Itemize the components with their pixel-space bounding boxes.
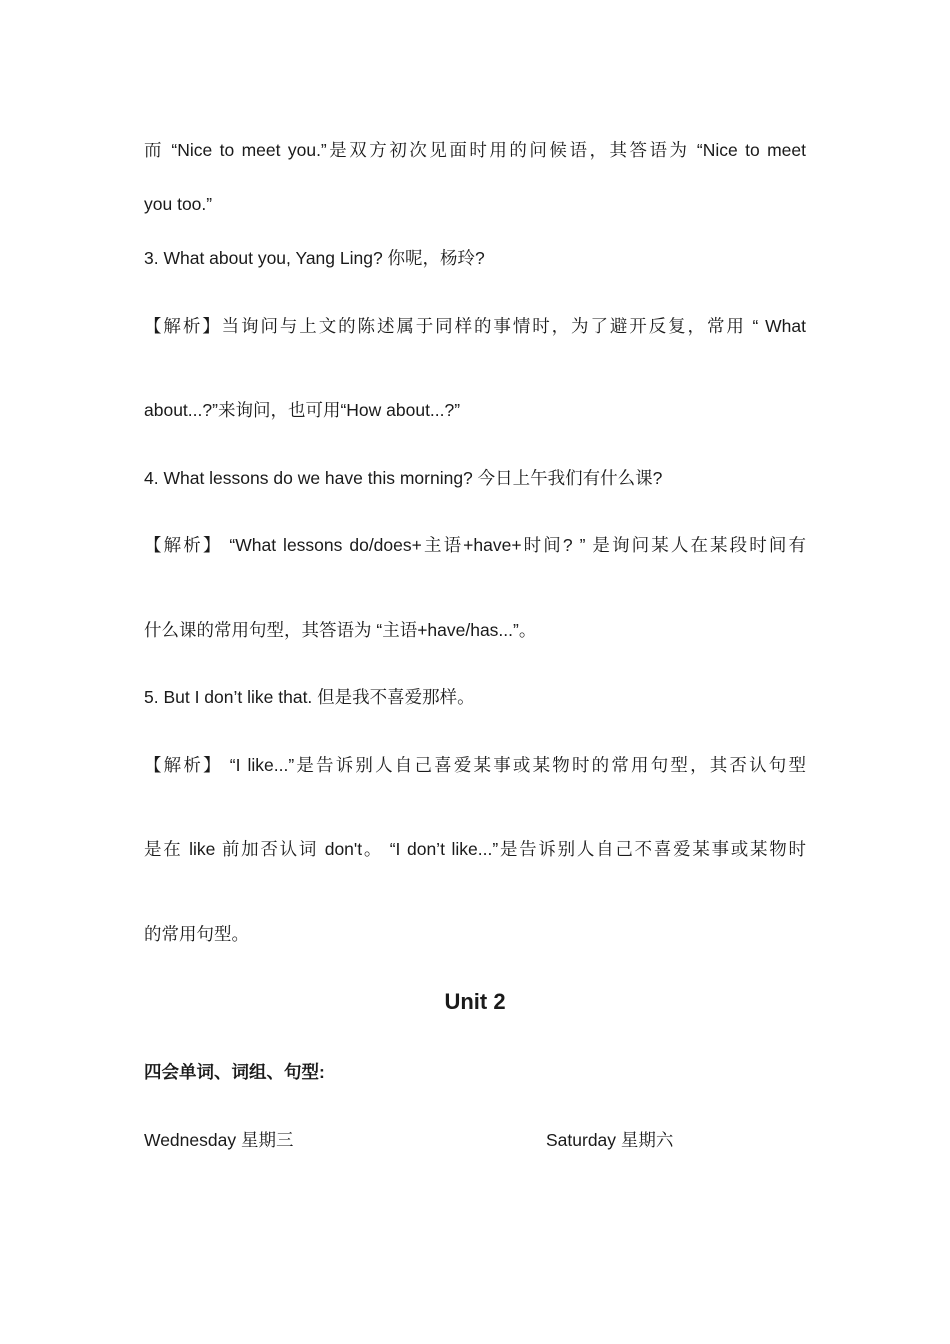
line-1: 而 “Nice to meet you.”是双方初次见面时用的问候语，其答语为 “Nice to meet (144, 140, 806, 160)
line-4: 【解析】当询问与上文的陈述属于同样的事情时，为了避开反复，常用 “ What (144, 316, 806, 336)
line-12: 的常用句型。 (144, 924, 249, 944)
vocab-right: Saturday 星期六 (546, 1130, 674, 1150)
line-11: 是在 like 前加否认词 don't。 “I don’t like...”是告诉别人自己不喜爱某事或某物时 (144, 839, 806, 859)
unit-title: Unit 2 (444, 989, 506, 1014)
line-10: 【解析】 “I like...”是告诉别人自己喜爱某事或某物时的常用句型，其否认句型 (144, 755, 806, 775)
line-3: 3. What about you, Yang Ling? 你呢，杨玲? (144, 248, 485, 268)
line-6: 4. What lessons do we have this morning? 今日上午我们有什么课? (144, 468, 663, 488)
line-9: 5. But I don’t like that. 但是我不喜爱那样。 (144, 687, 475, 707)
line-8: 什么课的常用句型，其答语为 “主语+have/has...”。 (144, 620, 537, 640)
section-heading: 四会单词、词组、句型: (144, 1062, 325, 1082)
line-5: about...?”来询问，也可用“How about...?” (144, 400, 461, 420)
line-7: 【解析】 “What lessons do/does+主语+have+时间? ” 是询问某人在某段时间有 (144, 535, 806, 555)
vocab-left: Wednesday 星期三 (144, 1130, 294, 1150)
line-2: you too.” (144, 194, 213, 214)
